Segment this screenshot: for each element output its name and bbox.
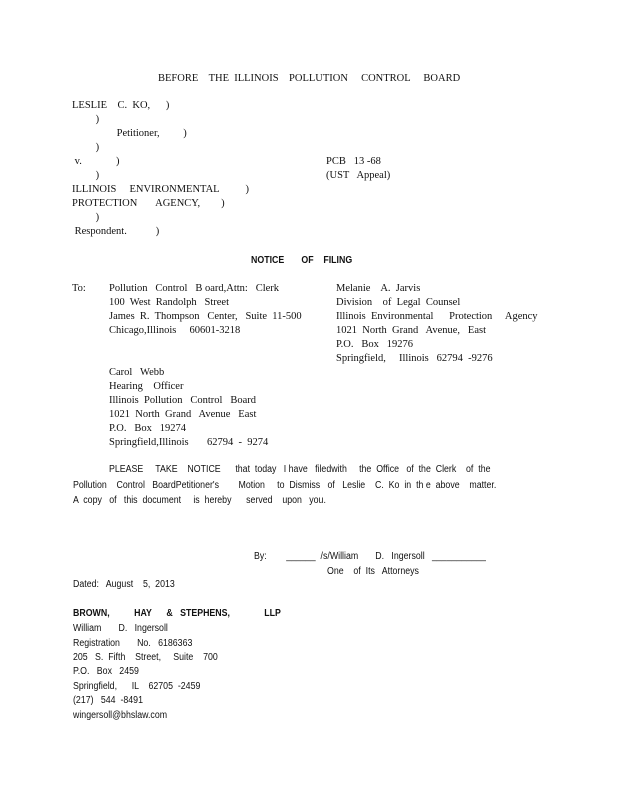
firm-line: William D. Ingersoll	[73, 623, 168, 634]
firm-name: BROWN, HAY & STEPHENS, LLP	[73, 608, 281, 619]
address-line: P.O. Box 19276	[336, 339, 414, 350]
caption-line: v. )	[72, 156, 120, 167]
signature-title: One of Its Attorneys	[327, 566, 419, 577]
case-number: PCB 13 -68	[326, 156, 381, 167]
address-line: 1021 North Grand Avenue, East	[336, 325, 486, 336]
address-line: Melanie A. Jarvis	[336, 283, 421, 294]
caption-line: Petitioner, )	[72, 128, 187, 139]
caption-line: PROTECTION AGENCY, )	[72, 198, 225, 209]
caption-line: )	[72, 142, 100, 153]
address-line: Springfield, Illinois 62794 -9276	[336, 353, 493, 364]
address-line: P.O. Box 19274	[109, 423, 187, 434]
case-type: (UST Appeal)	[326, 170, 391, 181]
address-line: 100 West Randolph Street	[109, 297, 229, 308]
address-line: Hearing Officer	[109, 381, 184, 392]
address-line: James R. Thompson Center, Suite 11-500	[109, 311, 302, 322]
caption-line: Respondent. )	[72, 226, 160, 237]
address-line: Chicago,Illinois 60601-3218	[109, 325, 241, 336]
address-line: Illinois Pollution Control Board	[109, 395, 257, 406]
firm-line: (217) 544 -8491	[73, 695, 143, 706]
to-label: To:	[72, 283, 86, 294]
address-line: Springfield,Illinois 62794 - 9274	[109, 437, 269, 448]
address-line: Carol Webb	[109, 367, 165, 378]
body-line: PLEASE TAKE NOTICE that today I have filedwith the Office of the Clerk of the	[109, 464, 491, 475]
signature-line: By: ______ /s/William D. Ingersoll ___________	[254, 551, 486, 562]
address-line: Pollution Control B oard,Attn: Clerk	[109, 283, 280, 294]
firm-line: Springfield, IL 62705 -2459	[73, 681, 201, 692]
caption-line: LESLIE C. KO, )	[72, 100, 170, 111]
body-line: Pollution Control BoardPetitioner's Motion to Dismiss of Leslie C. Ko in th e above matter.	[73, 480, 497, 491]
address-line: 1021 North Grand Avenue East	[109, 409, 257, 420]
document-title: BEFORE THE ILLINOIS POLLUTION CONTROL BOARD	[158, 73, 461, 84]
firm-line: 205 S. Fifth Street, Suite 700	[73, 652, 218, 663]
body-line: A copy of this document is hereby served upon you.	[73, 495, 326, 506]
firm-line: P.O. Box 2459	[73, 666, 139, 677]
caption-line: )	[72, 114, 100, 125]
caption-line: ILLINOIS ENVIRONMENTAL )	[72, 184, 249, 195]
firm-line: Registration No. 6186363	[73, 638, 193, 649]
address-line: Division of Legal Counsel	[336, 297, 461, 308]
notice-heading: NOTICE OF FILING	[251, 255, 353, 266]
caption-line: )	[72, 170, 100, 181]
dated-line: Dated: August 5, 2013	[73, 579, 175, 590]
caption-line: )	[72, 212, 100, 223]
firm-email[interactable]: wingersoll@bhslaw.com	[73, 710, 168, 721]
address-line: Illinois Environmental Protection Agency	[336, 311, 538, 322]
